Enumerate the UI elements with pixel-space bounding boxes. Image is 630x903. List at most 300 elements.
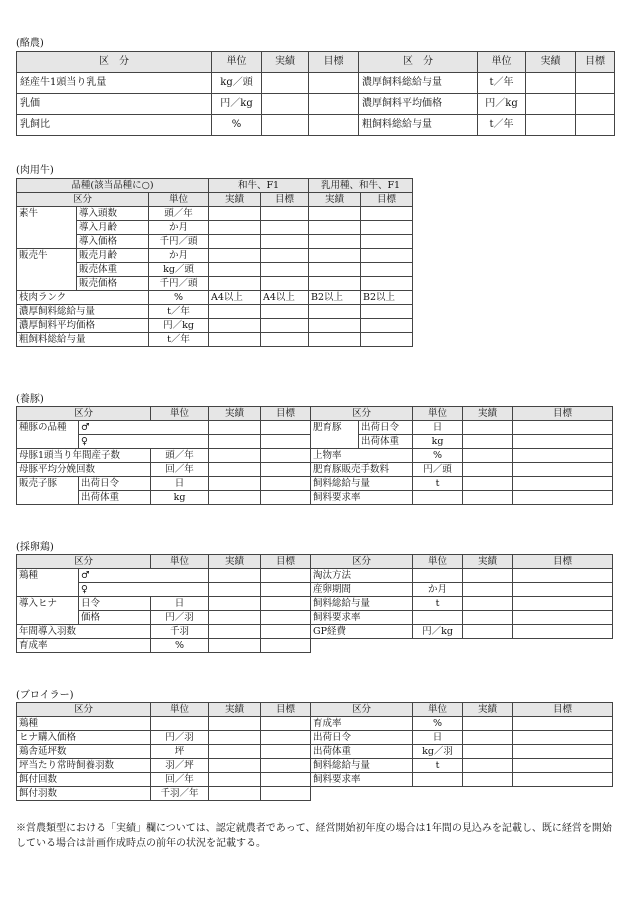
broiler-cell[interactable] bbox=[261, 731, 311, 745]
beef-cell[interactable] bbox=[309, 319, 361, 333]
beef-variety-row bbox=[17, 179, 413, 193]
broiler-h-actual: 実績 bbox=[209, 703, 261, 717]
pig-cell[interactable] bbox=[513, 491, 613, 505]
layer-cell[interactable] bbox=[463, 611, 513, 625]
broiler-unit bbox=[151, 717, 209, 731]
beef-cell[interactable] bbox=[309, 305, 361, 319]
broiler-h-actual2: 実績 bbox=[463, 703, 513, 717]
pig-cell[interactable] bbox=[513, 421, 613, 435]
layer-cell[interactable] bbox=[463, 583, 513, 597]
pig-h-kubun: 区分 bbox=[17, 407, 151, 421]
beef-item: 導入価格 bbox=[77, 235, 149, 249]
layer-unit: % bbox=[151, 639, 209, 653]
pig-h-kubun2: 区分 bbox=[311, 407, 413, 421]
dairy-item: 乳価 bbox=[17, 94, 212, 115]
beef-cell[interactable] bbox=[261, 235, 309, 249]
pig-cell[interactable] bbox=[261, 491, 311, 505]
layer-unit: 千羽 bbox=[151, 625, 209, 639]
dairy-h-kubun: 区 分 bbox=[17, 52, 212, 73]
dairy-h-target: 目標 bbox=[309, 52, 359, 73]
layer-chick: 導入ヒナ bbox=[17, 597, 79, 625]
beef-h-target2: 目標 bbox=[361, 193, 413, 207]
table-row bbox=[17, 221, 413, 235]
beef-cell[interactable] bbox=[361, 305, 413, 319]
broiler-cell[interactable] bbox=[513, 717, 613, 731]
pig-cell[interactable] bbox=[261, 435, 311, 449]
table-row bbox=[17, 731, 613, 745]
dairy-unit: t／年 bbox=[478, 115, 526, 136]
pig-fattening: 肥育豚 bbox=[311, 421, 359, 449]
layer-male: ♂ bbox=[79, 569, 209, 583]
table-row bbox=[17, 611, 613, 625]
beef-cell[interactable] bbox=[309, 333, 361, 347]
layer-cell[interactable] bbox=[261, 625, 311, 639]
layer-item: 育成率 bbox=[17, 639, 151, 653]
layer-h-kubun2: 区分 bbox=[311, 555, 413, 569]
broiler-cell[interactable] bbox=[261, 773, 311, 787]
pig-female: ♀ bbox=[79, 435, 209, 449]
broiler-unit bbox=[413, 773, 463, 787]
pig-cell[interactable] bbox=[513, 435, 613, 449]
pig-item: 上物率 bbox=[311, 449, 413, 463]
table-row bbox=[17, 583, 613, 597]
layer-unit: か月 bbox=[413, 583, 463, 597]
beef-cell[interactable] bbox=[209, 235, 261, 249]
broiler-table bbox=[16, 702, 613, 801]
broiler-cell[interactable] bbox=[513, 759, 613, 773]
layer-cell[interactable] bbox=[209, 625, 261, 639]
beef-feed-unit: t／年 bbox=[149, 305, 209, 319]
broiler-unit: 日 bbox=[413, 731, 463, 745]
beef-cell[interactable] bbox=[261, 263, 309, 277]
broiler-cell[interactable] bbox=[463, 773, 513, 787]
broiler-cell[interactable] bbox=[261, 745, 311, 759]
layer-h-unit: 単位 bbox=[151, 555, 209, 569]
layer-item: 産卵期間 bbox=[311, 583, 413, 597]
layer-unit bbox=[413, 611, 463, 625]
beef-unit: か月 bbox=[149, 249, 209, 263]
layer-header-row bbox=[17, 555, 613, 569]
dairy-target-cell[interactable] bbox=[309, 94, 359, 115]
broiler-cell[interactable] bbox=[513, 731, 613, 745]
pig-cell[interactable] bbox=[261, 449, 311, 463]
pig-unit: 円／頭 bbox=[413, 463, 463, 477]
beef-item: 導入頭数 bbox=[77, 207, 149, 221]
broiler-title: (ブロイラー) bbox=[16, 690, 74, 701]
broiler-cell[interactable] bbox=[209, 731, 261, 745]
layer-cell[interactable] bbox=[209, 583, 261, 597]
broiler-item: 育成率 bbox=[311, 717, 413, 731]
table-row bbox=[17, 319, 413, 333]
pig-cell[interactable] bbox=[513, 477, 613, 491]
layer-h-actual: 実績 bbox=[209, 555, 261, 569]
dairy-h-actual: 実績 bbox=[262, 52, 309, 73]
layer-unit bbox=[413, 569, 463, 583]
pig-cell[interactable] bbox=[513, 463, 613, 477]
beef-motoushi: 素牛 bbox=[17, 207, 77, 249]
broiler-h-unit2: 単位 bbox=[413, 703, 463, 717]
beef-wagyu[interactable]: 和牛、F1 bbox=[209, 179, 309, 193]
dairy-target-cell[interactable] bbox=[576, 73, 615, 94]
layer-title: (採卵鶏) bbox=[16, 542, 54, 553]
table-row bbox=[17, 787, 613, 801]
broiler-h-target2: 目標 bbox=[513, 703, 613, 717]
dairy-actual-cell[interactable] bbox=[262, 73, 309, 94]
table-row bbox=[17, 291, 413, 305]
dairy-actual-cell[interactable] bbox=[262, 115, 309, 136]
pig-cell[interactable] bbox=[463, 449, 513, 463]
pig-item: 出荷体重 bbox=[79, 491, 151, 505]
beef-unit: 千円／頭 bbox=[149, 277, 209, 291]
pig-unit: t bbox=[413, 477, 463, 491]
layer-female: ♀ bbox=[79, 583, 209, 597]
table-row bbox=[17, 491, 613, 505]
layer-cell[interactable] bbox=[513, 625, 613, 639]
layer-unit: 日 bbox=[151, 597, 209, 611]
pig-cell[interactable] bbox=[209, 463, 261, 477]
beef-cell[interactable] bbox=[209, 263, 261, 277]
beef-cell[interactable] bbox=[261, 319, 309, 333]
beef-cell[interactable] bbox=[361, 263, 413, 277]
pig-unit bbox=[413, 491, 463, 505]
pig-item: 飼料総給与量 bbox=[311, 477, 413, 491]
beef-feed-item: 濃厚飼料総給与量 bbox=[17, 305, 149, 319]
footnote: ※営農類型における「実績」欄については、認定就農者であって、経営開始初年度の場合は1年間の見込みを記載し、既に経営を開始している場合は計画作成時点の前年の状況を記載する。 bbox=[16, 823, 612, 849]
dairy-title: (酪農) bbox=[16, 38, 44, 49]
layer-cell[interactable] bbox=[513, 611, 613, 625]
dairy-h-unit: 単位 bbox=[212, 52, 262, 73]
beef-rank-value: B2以上 bbox=[361, 291, 413, 305]
broiler-item: 飼料総給与量 bbox=[311, 759, 413, 773]
broiler-item: 出荷日令 bbox=[311, 731, 413, 745]
beef-title: (肉用牛) bbox=[16, 165, 54, 176]
beef-cell[interactable] bbox=[361, 249, 413, 263]
table-row bbox=[17, 249, 413, 263]
beef-cell[interactable] bbox=[261, 221, 309, 235]
beef-feed-unit: 円／kg bbox=[149, 319, 209, 333]
table-row bbox=[17, 569, 613, 583]
pig-h-unit: 単位 bbox=[151, 407, 209, 421]
layer-cell[interactable] bbox=[463, 569, 513, 583]
pig-unit: % bbox=[413, 449, 463, 463]
dairy-unit: 円／kg bbox=[478, 94, 526, 115]
broiler-cell[interactable] bbox=[209, 717, 261, 731]
beef-h-actual1: 実績 bbox=[209, 193, 261, 207]
broiler-cell[interactable] bbox=[209, 745, 261, 759]
broiler-item: 坪当たり常時飼養羽数 bbox=[17, 759, 151, 773]
beef-cell[interactable] bbox=[309, 277, 361, 291]
beef-feed-item: 粗飼料総給与量 bbox=[17, 333, 149, 347]
beef-cell[interactable] bbox=[209, 333, 261, 347]
dairy-item: 経産牛1頭当り乳量 bbox=[17, 73, 212, 94]
broiler-h-kubun: 区分 bbox=[17, 703, 151, 717]
layer-item: 年間導入羽数 bbox=[17, 625, 151, 639]
layer-cell[interactable] bbox=[261, 583, 311, 597]
broiler-item: 出荷体重 bbox=[311, 745, 413, 759]
layer-item: 日令 bbox=[79, 597, 151, 611]
layer-cell[interactable] bbox=[209, 569, 261, 583]
broiler-item: ヒナ購入価格 bbox=[17, 731, 151, 745]
beef-cell[interactable] bbox=[361, 207, 413, 221]
broiler-unit: 千羽／年 bbox=[151, 787, 209, 801]
pig-title: (養豚) bbox=[16, 394, 44, 405]
pig-ship-weight: 出荷体重 bbox=[359, 435, 413, 449]
beef-cell[interactable] bbox=[309, 249, 361, 263]
beef-cell[interactable] bbox=[209, 319, 261, 333]
beef-hanbai: 販売牛 bbox=[17, 249, 77, 291]
dairy-actual-cell[interactable] bbox=[526, 73, 576, 94]
beef-feed-unit: t／年 bbox=[149, 333, 209, 347]
dairy-target-cell[interactable] bbox=[309, 73, 359, 94]
beef-cell[interactable] bbox=[309, 207, 361, 221]
broiler-cell[interactable] bbox=[463, 731, 513, 745]
pig-unit: 日 bbox=[151, 477, 209, 491]
beef-h-actual2: 実績 bbox=[309, 193, 361, 207]
broiler-item: 餌付回数 bbox=[17, 773, 151, 787]
layer-cell[interactable] bbox=[513, 569, 613, 583]
table-row bbox=[17, 639, 613, 653]
beef-cell[interactable] bbox=[309, 235, 361, 249]
beef-cell[interactable] bbox=[361, 277, 413, 291]
broiler-unit: 回／年 bbox=[151, 773, 209, 787]
beef-cell[interactable] bbox=[261, 207, 309, 221]
beef-dairy-breed[interactable]: 乳用種、和牛、F1 bbox=[309, 179, 413, 193]
beef-unit: か月 bbox=[149, 221, 209, 235]
pig-item: 肥育豚販売手数料 bbox=[311, 463, 413, 477]
table-row bbox=[17, 449, 613, 463]
beef-item: 導入月齢 bbox=[77, 221, 149, 235]
pig-h-unit2: 単位 bbox=[413, 407, 463, 421]
broiler-unit: % bbox=[413, 717, 463, 731]
layer-cell[interactable] bbox=[209, 611, 261, 625]
layer-item: 飼料要求率 bbox=[311, 611, 413, 625]
beef-h-kubun: 区分 bbox=[17, 193, 149, 207]
beef-cell[interactable] bbox=[361, 333, 413, 347]
layer-cell[interactable] bbox=[209, 597, 261, 611]
pig-unit: kg bbox=[413, 435, 463, 449]
table-row bbox=[17, 463, 613, 477]
beef-cell[interactable] bbox=[309, 263, 361, 277]
broiler-item: 鶏舎延坪数 bbox=[17, 745, 151, 759]
beef-cell[interactable] bbox=[209, 277, 261, 291]
broiler-cell[interactable] bbox=[209, 773, 261, 787]
pig-cell[interactable] bbox=[209, 477, 261, 491]
layer-unit: t bbox=[413, 597, 463, 611]
beef-cell[interactable] bbox=[261, 333, 309, 347]
pig-cell[interactable] bbox=[261, 421, 311, 435]
table-row bbox=[17, 759, 613, 773]
dairy-actual-cell[interactable] bbox=[526, 94, 576, 115]
layer-unit: 円／kg bbox=[413, 625, 463, 639]
layer-unit: 円／羽 bbox=[151, 611, 209, 625]
beef-rank-unit: % bbox=[149, 291, 209, 305]
pig-h-actual2: 実績 bbox=[463, 407, 513, 421]
pig-h-target2: 目標 bbox=[513, 407, 613, 421]
dairy-item: 乳飼比 bbox=[17, 115, 212, 136]
layer-h-actual2: 実績 bbox=[463, 555, 513, 569]
pig-male: ♂ bbox=[79, 421, 209, 435]
layer-item: 飼料総給与量 bbox=[311, 597, 413, 611]
broiler-item: 鶏種 bbox=[17, 717, 151, 731]
beef-cell[interactable] bbox=[361, 319, 413, 333]
broiler-cell[interactable] bbox=[209, 759, 261, 773]
layer-h-target2: 目標 bbox=[513, 555, 613, 569]
pig-cell[interactable] bbox=[261, 477, 311, 491]
beef-rank-value: A4以上 bbox=[261, 291, 309, 305]
layer-h-kubun: 区分 bbox=[17, 555, 151, 569]
broiler-item: 餌付羽数 bbox=[17, 787, 151, 801]
layer-cell[interactable] bbox=[513, 583, 613, 597]
dairy-table bbox=[16, 51, 615, 136]
broiler-h-unit: 単位 bbox=[151, 703, 209, 717]
broiler-cell[interactable] bbox=[463, 745, 513, 759]
beef-cell[interactable] bbox=[361, 235, 413, 249]
pig-header-row bbox=[17, 407, 613, 421]
layer-h-unit2: 単位 bbox=[413, 555, 463, 569]
beef-cell[interactable] bbox=[209, 221, 261, 235]
pig-table bbox=[16, 406, 613, 505]
beef-cell[interactable] bbox=[261, 305, 309, 319]
dairy-unit: 円／kg bbox=[212, 94, 262, 115]
pig-cell[interactable] bbox=[209, 491, 261, 505]
table-row bbox=[17, 263, 413, 277]
beef-item: 販売月齢 bbox=[77, 249, 149, 263]
pig-cell[interactable] bbox=[463, 477, 513, 491]
layer-cell[interactable] bbox=[261, 611, 311, 625]
pig-cell[interactable] bbox=[463, 421, 513, 435]
dairy-target-cell[interactable] bbox=[309, 115, 359, 136]
beef-feed-item: 濃厚飼料平均価格 bbox=[17, 319, 149, 333]
broiler-cell[interactable] bbox=[261, 759, 311, 773]
beef-cell[interactable] bbox=[209, 305, 261, 319]
beef-cell[interactable] bbox=[209, 207, 261, 221]
pig-cell[interactable] bbox=[513, 449, 613, 463]
layer-table bbox=[16, 554, 613, 653]
beef-cell[interactable] bbox=[261, 277, 309, 291]
broiler-cell[interactable] bbox=[261, 787, 311, 801]
beef-unit: 千円／頭 bbox=[149, 235, 209, 249]
dairy-item: 濃厚飼料平均価格 bbox=[359, 94, 478, 115]
table-row bbox=[17, 207, 413, 221]
pig-unit: kg bbox=[151, 491, 209, 505]
beef-cell[interactable] bbox=[361, 221, 413, 235]
table-row bbox=[17, 745, 613, 759]
broiler-unit: 坪 bbox=[151, 745, 209, 759]
layer-breed: 鶏種 bbox=[17, 569, 79, 597]
broiler-unit: kg／羽 bbox=[413, 745, 463, 759]
broiler-unit: t bbox=[413, 759, 463, 773]
pig-cell[interactable] bbox=[463, 491, 513, 505]
dairy-target-cell[interactable] bbox=[576, 94, 615, 115]
pig-unit: 回／年 bbox=[151, 463, 209, 477]
beef-cell[interactable] bbox=[309, 221, 361, 235]
beef-rank-value: A4以上 bbox=[209, 291, 261, 305]
beef-unit: 頭／年 bbox=[149, 207, 209, 221]
beef-h-target1: 目標 bbox=[261, 193, 309, 207]
layer-item: GP経費 bbox=[311, 625, 413, 639]
dairy-header-row bbox=[17, 52, 615, 73]
table-row bbox=[17, 94, 615, 115]
beef-item: 販売体重 bbox=[77, 263, 149, 277]
table-row bbox=[17, 421, 613, 435]
beef-h-unit: 単位 bbox=[149, 193, 209, 207]
dairy-h-kubun2: 区 分 bbox=[359, 52, 478, 73]
layer-cell[interactable] bbox=[463, 597, 513, 611]
pig-breed-label: 種豚の品種 bbox=[17, 421, 79, 449]
table-row bbox=[17, 305, 413, 319]
layer-item: 淘汰方法 bbox=[311, 569, 413, 583]
beef-cell[interactable] bbox=[261, 249, 309, 263]
pig-item: 出荷日令 bbox=[79, 477, 151, 491]
broiler-h-kubun2: 区分 bbox=[311, 703, 413, 717]
pig-item: 母豚1頭当り年間産子数 bbox=[17, 449, 151, 463]
broiler-cell[interactable] bbox=[513, 745, 613, 759]
pig-cell[interactable] bbox=[261, 463, 311, 477]
table-row bbox=[17, 235, 413, 249]
beef-variety-label: 品種(該当品種に○) bbox=[17, 179, 209, 193]
dairy-actual-cell[interactable] bbox=[262, 94, 309, 115]
broiler-cell[interactable] bbox=[463, 759, 513, 773]
dairy-h-target2: 目標 bbox=[576, 52, 615, 73]
dairy-unit: kg／頭 bbox=[212, 73, 262, 94]
pig-cell[interactable] bbox=[209, 435, 261, 449]
dairy-item: 粗飼料総給与量 bbox=[359, 115, 478, 136]
beef-cell[interactable] bbox=[209, 249, 261, 263]
pig-ship-age: 出荷日令 bbox=[359, 421, 413, 435]
layer-cell[interactable] bbox=[261, 569, 311, 583]
table-row bbox=[17, 115, 615, 136]
pig-cell[interactable] bbox=[209, 421, 261, 435]
table-row bbox=[17, 73, 615, 94]
layer-cell[interactable] bbox=[261, 597, 311, 611]
dairy-unit: % bbox=[212, 115, 262, 136]
pig-cell[interactable] bbox=[463, 435, 513, 449]
broiler-cell[interactable] bbox=[261, 717, 311, 731]
layer-cell[interactable] bbox=[463, 625, 513, 639]
table-row bbox=[17, 773, 613, 787]
broiler-item: 飼料要求率 bbox=[311, 773, 413, 787]
broiler-cell[interactable] bbox=[513, 773, 613, 787]
dairy-actual-cell[interactable] bbox=[526, 115, 576, 136]
dairy-unit: t／年 bbox=[478, 73, 526, 94]
pig-cell[interactable] bbox=[463, 463, 513, 477]
dairy-h-unit2: 単位 bbox=[478, 52, 526, 73]
layer-item: 価格 bbox=[79, 611, 151, 625]
beef-table bbox=[16, 178, 413, 347]
table-row bbox=[17, 625, 613, 639]
dairy-item: 濃厚飼料総給与量 bbox=[359, 73, 478, 94]
layer-cell[interactable] bbox=[513, 597, 613, 611]
beef-header-row bbox=[17, 193, 413, 207]
layer-cell[interactable] bbox=[209, 639, 261, 653]
pig-piglet: 販売子豚 bbox=[17, 477, 79, 505]
broiler-h-target: 目標 bbox=[261, 703, 311, 717]
layer-h-target: 目標 bbox=[261, 555, 311, 569]
broiler-unit: 円／羽 bbox=[151, 731, 209, 745]
pig-cell[interactable] bbox=[209, 449, 261, 463]
broiler-cell[interactable] bbox=[209, 787, 261, 801]
beef-item: 販売価格 bbox=[77, 277, 149, 291]
layer-cell[interactable] bbox=[261, 639, 311, 653]
beef-rank-value: B2以上 bbox=[309, 291, 361, 305]
beef-unit: kg／頭 bbox=[149, 263, 209, 277]
pig-unit: 頭／年 bbox=[151, 449, 209, 463]
broiler-cell[interactable] bbox=[463, 717, 513, 731]
pig-h-target: 目標 bbox=[261, 407, 311, 421]
pig-item: 母豚平均分娩回数 bbox=[17, 463, 151, 477]
pig-h-actual: 実績 bbox=[209, 407, 261, 421]
dairy-target-cell[interactable] bbox=[576, 115, 615, 136]
